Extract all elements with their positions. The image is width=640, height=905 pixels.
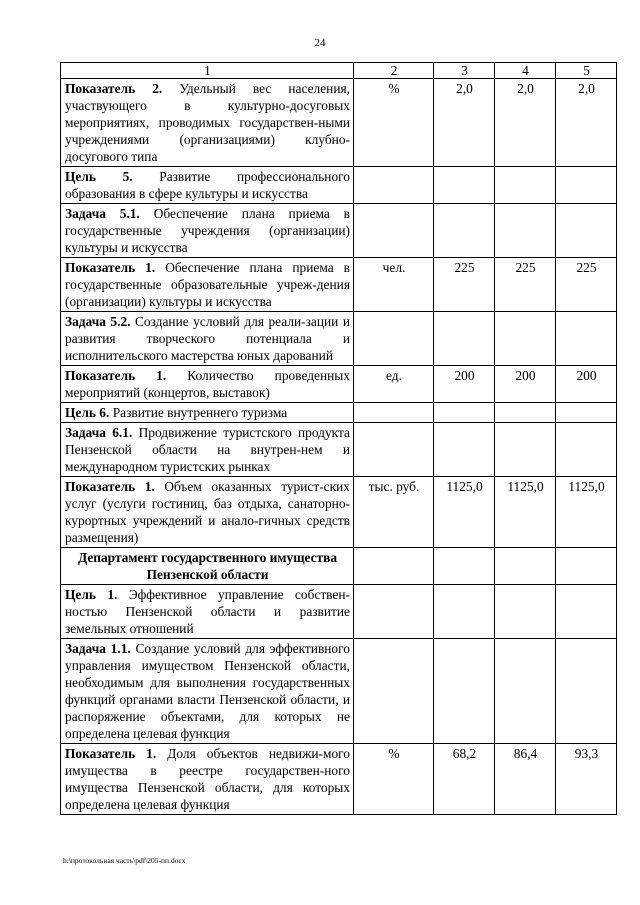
row-description [61, 639, 354, 744]
row-label: Цель 5. [65, 169, 133, 184]
value-col-3: 225 [434, 258, 495, 312]
value-col-3: 68,2 [434, 744, 495, 815]
unit-cell: чел. [354, 258, 434, 312]
value-col-4 [495, 639, 556, 744]
row-description [61, 423, 354, 477]
row-description [61, 477, 354, 548]
department-heading: Департамент государственного имущества Пензенской области [61, 548, 354, 585]
row-description [61, 403, 354, 423]
unit-cell [354, 423, 434, 477]
row-label: Показатель 1. [65, 260, 156, 275]
file-path-footer: h:\протокольная часть\pdf\205-пп.docx [63, 856, 186, 865]
row-text: Продвижение туристского продукта Пензенской области на внутрен-нем и международном туристских рынках [65, 425, 350, 474]
indicators-table [60, 62, 617, 815]
unit-cell [354, 548, 434, 585]
row-label: Показатель 1. [65, 479, 155, 494]
value-col-4 [495, 585, 556, 639]
row-text: Создание условий для эффективного управления имуществом Пензенской области, необходимым для выполнения государственных функций органами власти Пензенской области, и распоряжение объектами, для которых не определена целевая функция [65, 641, 350, 741]
row-description [61, 585, 354, 639]
value-col-5 [556, 639, 617, 744]
value-col-4: 200 [495, 366, 556, 403]
table-row [61, 403, 617, 423]
value-col-5 [556, 204, 617, 258]
value-col-5 [556, 585, 617, 639]
row-label: Показатель 1. [65, 368, 167, 383]
page-number: 24 [314, 37, 326, 49]
unit-cell [354, 204, 434, 258]
value-col-5 [556, 403, 617, 423]
row-label: Задача 6.1. [65, 425, 133, 440]
value-col-4 [495, 312, 556, 366]
row-label: Показатель 1. [65, 746, 157, 761]
table-row [61, 204, 617, 258]
value-col-3: 200 [434, 366, 495, 403]
table-row [61, 366, 617, 403]
header-col-3: 3 [434, 63, 495, 79]
value-col-5: 93,3 [556, 744, 617, 815]
table-row [61, 744, 617, 815]
row-text: Доля объектов недвижи-мого имущества в реестре государствен-ного имущества Пензенской области, для которых определена целевая функция [65, 746, 350, 812]
value-col-3 [434, 312, 495, 366]
unit-cell [354, 639, 434, 744]
table-row [61, 585, 617, 639]
value-col-4 [495, 423, 556, 477]
value-col-3: 2,0 [434, 79, 495, 167]
value-col-5 [556, 312, 617, 366]
row-description [61, 312, 354, 366]
table-row [61, 312, 617, 366]
value-col-3 [434, 403, 495, 423]
row-text: Развитие профессионального образования в сфере культуры и искусства [65, 169, 350, 201]
row-text: Удельный вес населения, участвующего в культурно-досуговых мероприятиях, проводимых государствен-ными учреждениями (организациями) клубно-досугового типа [65, 81, 350, 164]
value-col-5 [556, 548, 617, 585]
row-description [61, 258, 354, 312]
row-text: Создание условий для реали-зации и развития творческого потенциала и исполнительского мастерства юных дарований [65, 314, 350, 363]
value-col-3 [434, 548, 495, 585]
value-col-4 [495, 167, 556, 204]
value-col-3 [434, 167, 495, 204]
row-text: Эффективное управление собствен-ностью Пензенской области и развитие земельных отношений [65, 587, 350, 636]
row-description [61, 79, 354, 167]
row-description [61, 366, 354, 403]
row-text: Развитие внутреннего туризма [112, 405, 288, 420]
value-col-3: 1125,0 [434, 477, 495, 548]
unit-cell: % [354, 79, 434, 167]
row-description [61, 204, 354, 258]
row-description [61, 167, 354, 204]
row-text: Объем оказанных турист-ских услуг (услуги гостиниц, баз отдыха, санаторно-курортных учреждений и анало-гичных средств размещения) [65, 479, 350, 545]
value-col-5 [556, 167, 617, 204]
unit-cell: % [354, 744, 434, 815]
value-col-3 [434, 639, 495, 744]
unit-cell [354, 585, 434, 639]
header-col-5: 5 [556, 63, 617, 79]
table-row [61, 167, 617, 204]
row-text: Обеспечение плана приема в государственные учреждения (организации) культуры и искусства [65, 206, 350, 255]
header-col-4: 4 [495, 63, 556, 79]
row-label: Задача 5.2. [65, 314, 131, 329]
unit-cell: ед. [354, 366, 434, 403]
table-header-row [61, 63, 617, 79]
row-text: Обеспечение плана приема в государственные образовательные учреж-дения (организации) культуры и искусства [65, 260, 350, 309]
value-col-3 [434, 423, 495, 477]
row-text: Количество проведенных мероприятий (концертов, выставок) [65, 368, 350, 400]
header-col-1: 1 [61, 63, 354, 79]
value-col-4 [495, 403, 556, 423]
table-row [61, 423, 617, 477]
value-col-5: 225 [556, 258, 617, 312]
header-col-2: 2 [354, 63, 434, 79]
value-col-4: 2,0 [495, 79, 556, 167]
row-label: Задача 5.1. [65, 206, 140, 221]
row-description [61, 744, 354, 815]
unit-cell: тыс. руб. [354, 477, 434, 548]
row-label: Задача 1.1. [65, 641, 131, 656]
value-col-4: 86,4 [495, 744, 556, 815]
value-col-4 [495, 204, 556, 258]
value-col-3 [434, 585, 495, 639]
table-row [61, 477, 617, 548]
table-row [61, 258, 617, 312]
value-col-5: 1125,0 [556, 477, 617, 548]
value-col-4: 225 [495, 258, 556, 312]
unit-cell [354, 312, 434, 366]
value-col-5: 200 [556, 366, 617, 403]
unit-cell [354, 403, 434, 423]
unit-cell [354, 167, 434, 204]
value-col-3 [434, 204, 495, 258]
value-col-5 [556, 423, 617, 477]
row-label: Цель 6. [65, 405, 110, 420]
table-row [61, 79, 617, 167]
value-col-5: 2,0 [556, 79, 617, 167]
row-label: Цель 1. [65, 587, 118, 602]
table-row [61, 639, 617, 744]
row-label: Показатель 2. [65, 81, 163, 96]
value-col-4: 1125,0 [495, 477, 556, 548]
value-col-4 [495, 548, 556, 585]
table-row [61, 548, 617, 585]
